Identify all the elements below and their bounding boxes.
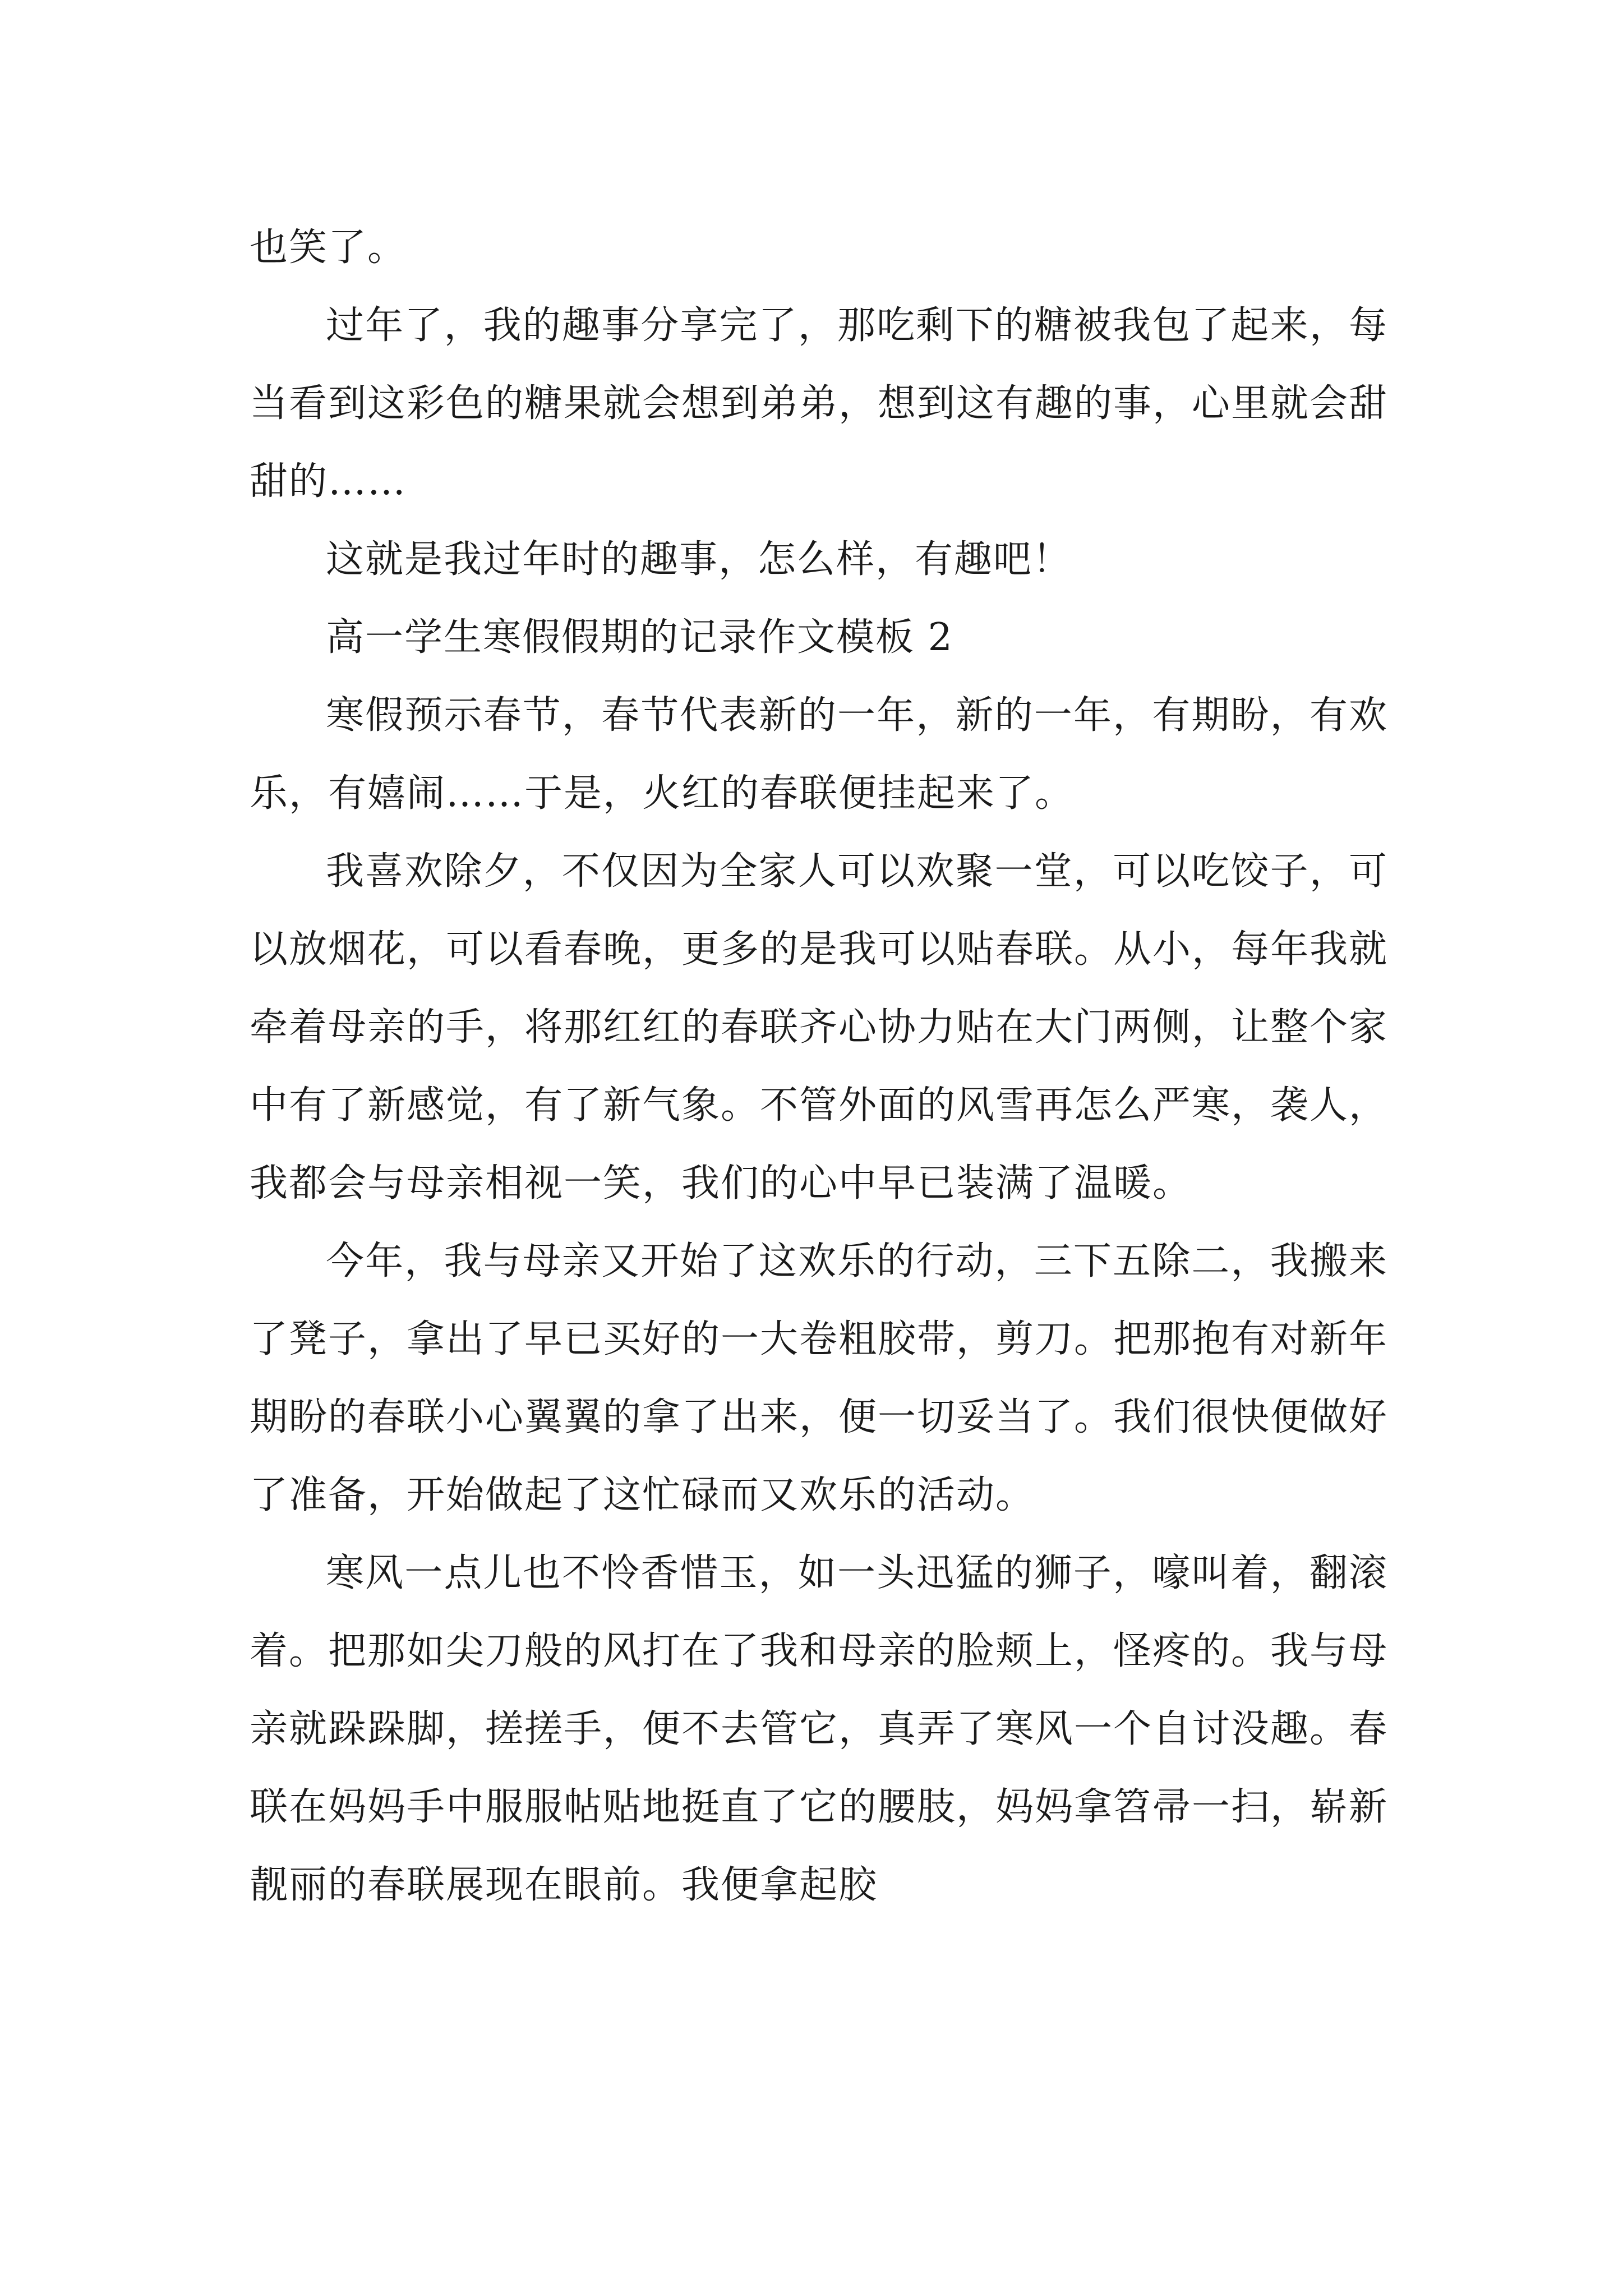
paragraph-2: 过年了，我的趣事分享完了，那吃剩下的糖被我包了起来，每当看到这彩色的糖果就会想到弟弟，想到这有趣的事，心里就会甜甜的…… — [250, 303, 1389, 504]
paragraph-5: 我喜欢除夕，不仅因为全家人可以欢聚一堂，可以吃饺子，可以放烟花，可以看春晚，更多的是我可以贴春联。从小，每年我就牵着母亲的手，将那红红的春联齐心协力贴在大门两侧，让整个家中有了新感觉，有了新气象。不管外面的风雪再怎么严寒，袭人，我都会与母亲相视一笑，我们的心中早已装满了温暖。 — [250, 849, 1389, 1205]
paragraph-1: 也笑了。 — [250, 226, 407, 270]
paragraph-3: 这就是我过年时的趣事，怎么样，有趣吧！ — [326, 537, 1072, 582]
paragraph-6: 今年，我与母亲又开始了这欢乐的行动，三下五除二，我搬来了凳子，拿出了早已买好的一大卷粗胶带，剪刀。把那抱有对新年期盼的春联小心翼翼的拿了出来，便一切妥当了。我们很快便做好了准备，开始做起了这忙碌而又欢乐的活动。 — [250, 1239, 1389, 1517]
document-body — [250, 209, 1388, 1924]
section-heading: 高一学生寒假假期的记录作文模板 2 — [326, 615, 953, 660]
paragraph-4: 寒假预示春节，春节代表新的一年，新的一年，有期盼，有欢乐，有嬉闹……于是，火红的春联便挂起来了。 — [250, 693, 1388, 816]
paragraph-7: 寒风一点儿也不怜香惜玉，如一头迅猛的狮子，嚎叫着，翻滚着。把那如尖刀般的风打在了我和母亲的脸颊上，怪疼的。我与母亲就跺跺脚，搓搓手，便不去管它，真弄了寒风一个自讨没趣。春联在妈妈手中服服帖贴地挺直了它的腰肢，妈妈拿笤帚一扫，崭新靓丽的春联展现在眼前。我便拿起胶 — [250, 1551, 1389, 1907]
